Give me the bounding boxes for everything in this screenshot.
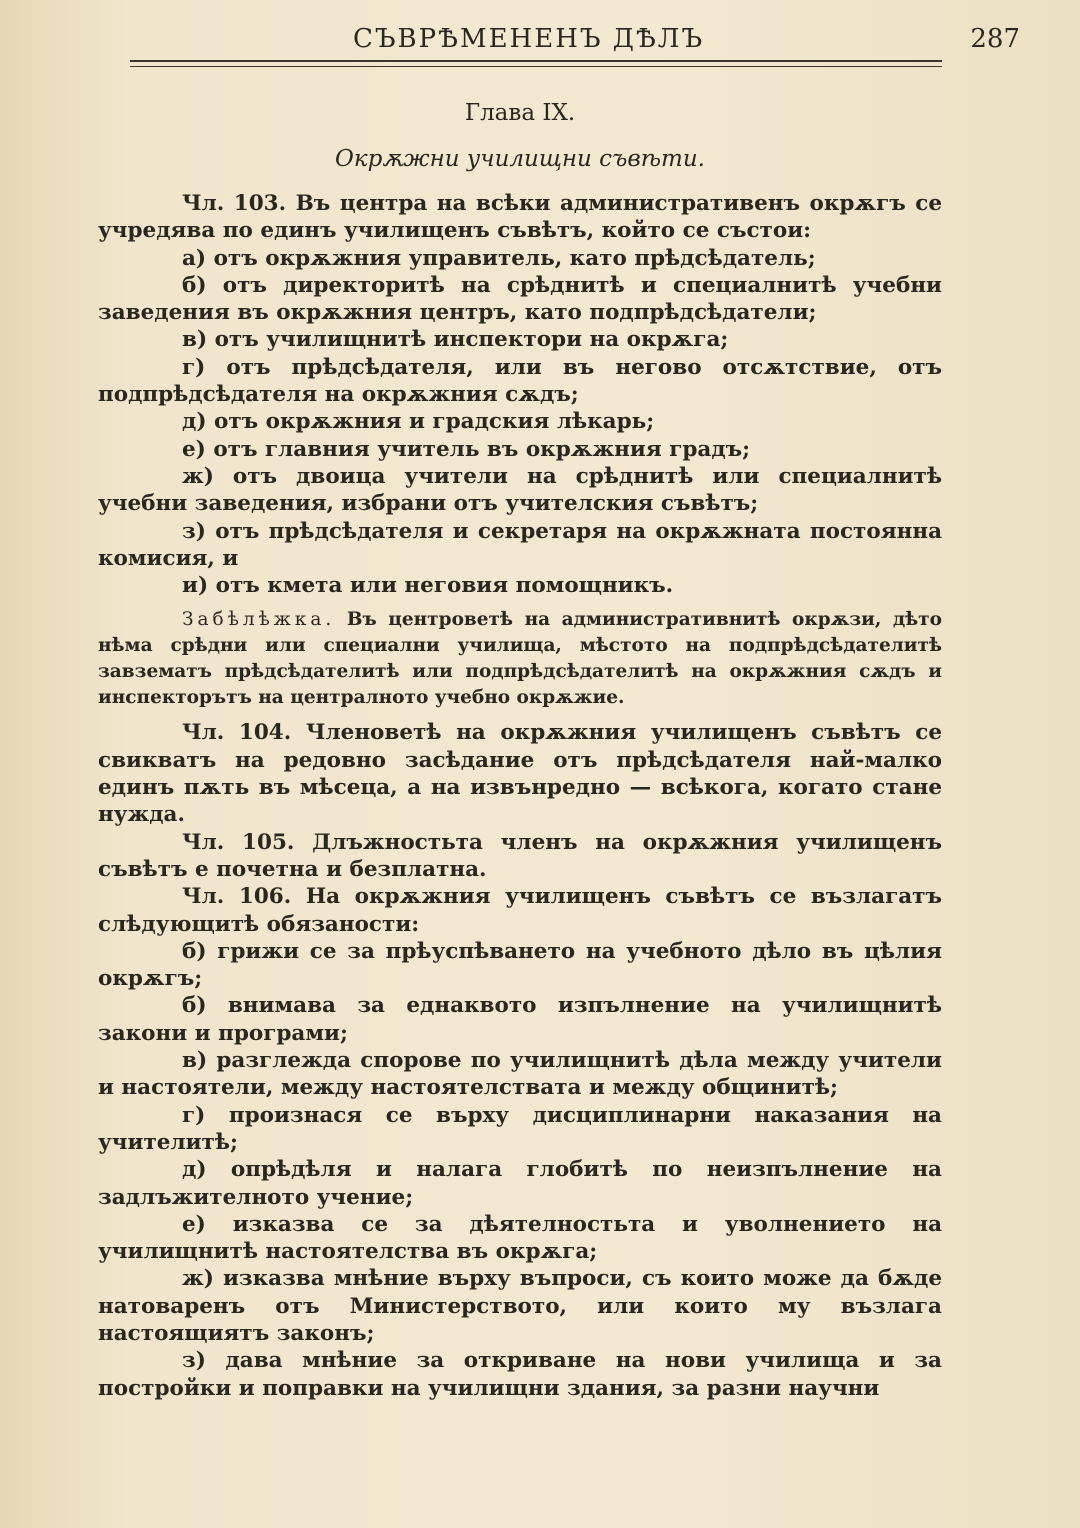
page-header — [98, 18, 1020, 62]
list-item: е) отъ главния учитель въ окрѫжния градъ; — [182, 436, 751, 462]
list-item: ж) изказва мнѣние върху въпроси, съ които може да бѫде натоваренъ отъ Министерството, или които му възлага настоящиятъ законъ; — [98, 1266, 942, 1346]
list-item: д) опрѣдѣля и налага глобитѣ по неизпълнение на задлъжителното учение; — [98, 1157, 942, 1210]
list-item: и) отъ кмета или неговия помощникъ. — [182, 573, 674, 599]
article-106-intro: Чл. 106. На окрѫжния училищенъ съвѣтъ се възлагатъ слѣдующитѣ обязаности: — [98, 884, 942, 937]
page-number: 287 — [970, 24, 1020, 54]
list-item: е) изказва се за дѣятелностьта и уволнението на училищнитѣ настоятелства въ окрѫга; — [98, 1211, 942, 1265]
article-105: Чл. 105. Длъжностьта членъ на окрѫжния училищенъ съвѣтъ е почетна и безплатна. — [98, 829, 942, 882]
article-104: Чл. 104. Членоветѣ на окрѫжния училищенъ съвѣтъ се свикватъ на редовно засѣдание отъ прѣдсѣдателя най-малко единъ пѫть въ мѣсеца, а на извънредно — всѣкога, когато стане нужда. — [98, 720, 942, 828]
running-title: СЪВРѢМЕНЕНЪ ДѢЛЪ — [353, 24, 705, 54]
page-body — [98, 100, 942, 1402]
note-text: Въ центроветѣ на административнитѣ окрѫзи, дѣто нѣма срѣдни или специални училища, мѣстото на подпрѣдсѣдателитѣ завзематъ прѣдсѣдателитѣ или подпрѣдсѣдателитѣ на окрѫжния сѫдъ и инспекторътъ на централното учебно окрѫжие. — [98, 609, 942, 709]
list-item: г) отъ прѣдсѣдателя, или въ негово отсѫтствие, отъ подпрѣдсѣдателя на окрѫжния сѫдъ; — [98, 354, 942, 408]
list-item: д) отъ окрѫжния и градския лѣкарь; — [182, 409, 655, 435]
list-item: б) грижи се за прѣуспѣването на учебното дѣло въ цѣлия окрѫгъ; — [98, 938, 942, 992]
list-item: в) разглежда спорове по училищнитѣ дѣла между учители и настоятели, между настоятелствата и между общинитѣ; — [98, 1048, 942, 1101]
chapter-title: Глава IX. — [464, 100, 576, 126]
note-label: Забѣлѣжка. — [182, 609, 336, 631]
list-item: з) отъ прѣдсѣдателя и секретаря на окрѫжната постоянна комисия, и — [98, 518, 942, 571]
list-item: б) отъ директоритѣ на срѣднитѣ и специалнитѣ учебни заведения въ окрѫжния центръ, като подпрѣдсѣдатели; — [98, 272, 942, 326]
list-item: з) дава мнѣние за откриване на нови училища и за постройки и поправки на училищни здания, за разни научни — [98, 1348, 942, 1401]
chapter-subtitle: Окрѫжни училищни съвѣти. — [335, 146, 705, 172]
note-paragraph — [98, 607, 942, 711]
article-103-intro: Чл. 103. Въ центра на всѣки административенъ окрѫгъ се учредява по единъ училищенъ съвѣтъ, който се състои: — [98, 191, 942, 244]
header-rule-thin — [130, 66, 942, 67]
list-item: в) отъ училищнитѣ инспектори на окрѫга; — [182, 327, 729, 353]
header-rule-thick — [130, 60, 942, 62]
list-item: б) внимава за еднаквото изпълнение на училищнитѣ закони и програми; — [98, 993, 942, 1046]
list-item: ж) отъ двоица учители на срѣднитѣ или специалнитѣ учебни заведения, избрани отъ учителския съвѣтъ; — [98, 463, 942, 517]
list-item: г) произнася се върху дисциплинарни наказания на учителитѣ; — [98, 1102, 942, 1155]
list-item: а) отъ окрѫжния управитель, като прѣдсѣдатель; — [182, 245, 816, 271]
